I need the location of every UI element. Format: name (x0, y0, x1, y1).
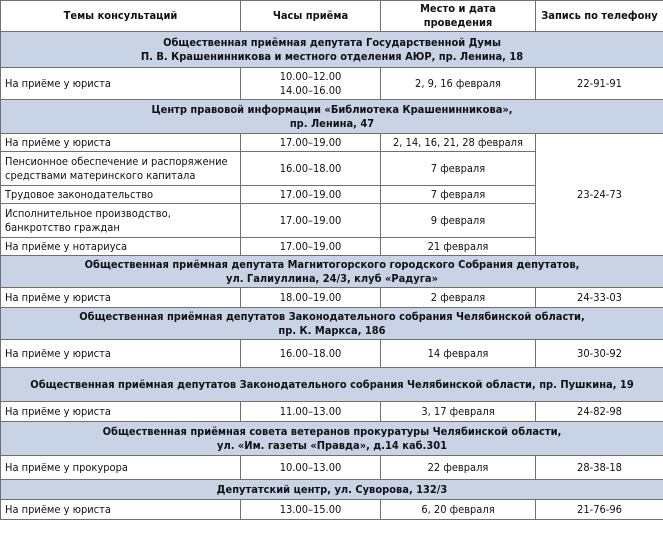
hours-cell-line: 17.00–19.00 (279, 187, 342, 201)
hours-cell-line: 10.00–12.00 (279, 69, 342, 83)
table-row (1, 68, 663, 100)
topic-cell-line: На приёме у юриста (5, 135, 111, 149)
hours-cell (241, 402, 381, 422)
phone-cell: 28-38-18 (536, 456, 663, 480)
date-cell: 6, 20 февраля (381, 500, 536, 520)
topic-cell (1, 186, 241, 204)
section-title-line: Депутатский центр, ул. Суворова, 132/3 (216, 482, 448, 496)
section-title (1, 256, 663, 288)
phone-cell: 30-30-92 (536, 340, 663, 368)
section-title-line: ул. «Им. газеты «Правда», д.14 каб.301 (217, 438, 447, 452)
section-title (1, 480, 663, 500)
phone-cell: 21-76-96 (536, 500, 663, 520)
section-title-line: пр. К. Маркса, 186 (278, 323, 386, 337)
hours-cell (241, 152, 381, 186)
phone-cell: 22-91-91 (536, 68, 663, 100)
date-cell: 3, 17 февраля (381, 402, 536, 422)
topic-cell-line: банкротство граждан (5, 220, 120, 234)
date-cell: 14 февраля (381, 340, 536, 368)
section-title-line: П. В. Крашенинникова и местного отделения АЮР, пр. Ленина, 18 (140, 49, 524, 63)
section-title-line: пр. Ленина, 47 (289, 116, 375, 130)
hours-cell (241, 500, 381, 520)
hours-cell-line: 11.00–13.00 (279, 404, 342, 418)
hours-cell (241, 288, 381, 308)
section-header-row (1, 368, 663, 402)
section-title (1, 32, 663, 68)
topic-cell-line: На приёме у нотариуса (5, 239, 128, 253)
topic-cell-line: Пенсионное обеспечение и распоряжение (5, 154, 228, 168)
topic-cell (1, 134, 241, 152)
table-row (1, 134, 663, 152)
section-title-line: ул. Галиуллина, 24/3, клуб «Радуга» (226, 271, 438, 285)
hours-cell (241, 456, 381, 480)
date-cell: 21 февраля (381, 238, 536, 256)
hours-cell (241, 134, 381, 152)
section-title-line: Общественная приёмная депутата Государственной Думы (163, 35, 501, 49)
hours-cell-line: 16.00–18.00 (279, 346, 342, 360)
topic-cell (1, 402, 241, 422)
date-cell: 9 февраля (381, 204, 536, 238)
section-header-row (1, 480, 663, 500)
topic-cell (1, 288, 241, 308)
hours-cell-line: 17.00–19.00 (279, 135, 342, 149)
hours-cell-line: 18.00–19.00 (279, 290, 342, 304)
section-title (1, 308, 663, 340)
section-title (1, 368, 663, 402)
topic-cell-line: На приёме у юриста (5, 502, 111, 516)
date-cell: 2 февраля (381, 288, 536, 308)
date-cell: 22 февраля (381, 456, 536, 480)
hours-cell-line: 16.00–18.00 (279, 161, 342, 175)
table-row (1, 288, 663, 308)
topic-cell-line: На приёме у юриста (5, 404, 111, 418)
hours-cell-line: 13.00–15.00 (279, 502, 342, 516)
topic-cell-line: На приёме у юриста (5, 346, 111, 360)
table-row (1, 500, 663, 520)
section-header-row (1, 100, 663, 134)
date-cell: 2, 9, 16 февраля (381, 68, 536, 100)
topic-cell-line: На приёме у юриста (5, 290, 111, 304)
phone-cell: 24-82-98 (536, 402, 663, 422)
section-title-line: Общественная приёмная депутатов Законодательного собрания Челябинской области, пр. Пушкина, 19 (30, 377, 634, 391)
section-header-row (1, 256, 663, 288)
topic-cell-line: Исполнительное производство, (5, 206, 171, 220)
hours-cell (241, 340, 381, 368)
hours-cell (241, 238, 381, 256)
date-cell: 7 февраля (381, 186, 536, 204)
hours-cell (241, 204, 381, 238)
section-header-row (1, 422, 663, 456)
hours-cell-line: 17.00–19.00 (279, 239, 342, 253)
hours-cell-line: 10.00–13.00 (279, 460, 342, 474)
section-header-row (1, 308, 663, 340)
header-row (1, 1, 663, 32)
section-title-line: Общественная приёмная депутата Магнитогорского городского Собрания депутатов, (84, 257, 580, 271)
date-cell: 2, 14, 16, 21, 28 февраля (381, 134, 536, 152)
phone-cell: 24-33-03 (536, 288, 663, 308)
topic-cell-line: На приёме у прокурора (5, 460, 128, 474)
header-place-date: Место и дата проведения (381, 1, 536, 32)
topic-cell-line: средствами материнского капитала (5, 168, 196, 182)
section-title (1, 100, 663, 134)
topic-cell (1, 340, 241, 368)
section-title (1, 422, 663, 456)
topic-cell-line: Трудовое законодательство (5, 187, 154, 201)
section-header-row (1, 32, 663, 68)
topic-cell (1, 68, 241, 100)
table-row (1, 340, 663, 368)
section-title-line: Центр правовой информации «Библиотека Крашенинникова», (151, 102, 513, 116)
hours-cell (241, 68, 381, 100)
header-topics: Темы консультаций (1, 1, 241, 32)
topic-cell (1, 204, 241, 238)
table-row (1, 402, 663, 422)
header-hours: Часы приёма (241, 1, 381, 32)
topic-cell (1, 500, 241, 520)
topic-cell (1, 238, 241, 256)
section-title-line: Общественная приёмная совета ветеранов прокуратуры Челябинской области, (102, 424, 562, 438)
hours-cell-line: 17.00–19.00 (279, 213, 342, 227)
header-phone: Запись по телефону (536, 1, 663, 32)
topic-cell (1, 152, 241, 186)
topic-cell (1, 456, 241, 480)
section-title-line: Общественная приёмная депутатов Законодательного собрания Челябинской области, (79, 309, 585, 323)
date-cell: 7 февраля (381, 152, 536, 186)
phone-cell: 23-24-73 (536, 134, 663, 256)
table-row (1, 456, 663, 480)
hours-cell-line: 14.00–16.00 (279, 83, 342, 97)
topic-cell-line: На приёме у юриста (5, 76, 111, 90)
hours-cell (241, 186, 381, 204)
